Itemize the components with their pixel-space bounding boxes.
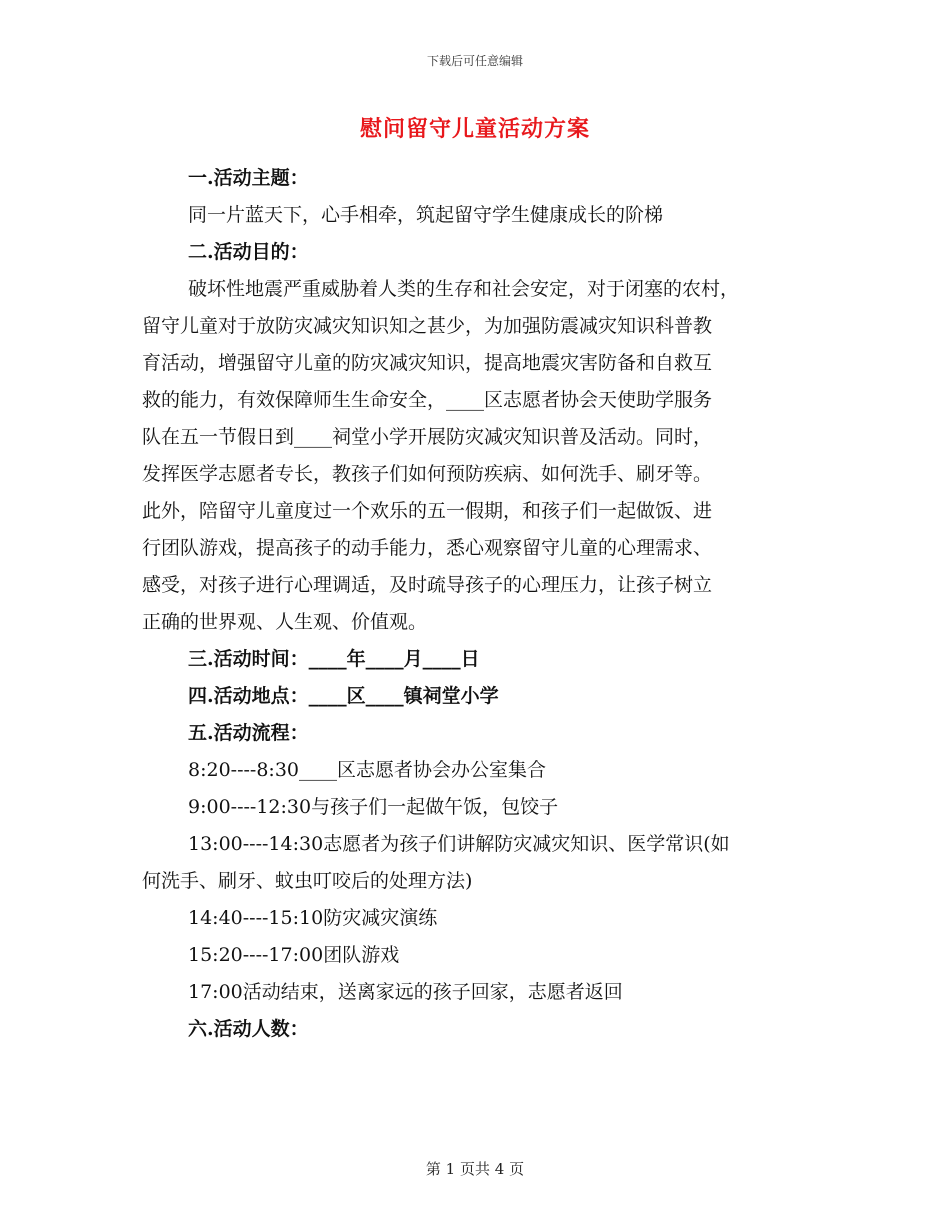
schedule-item: 17:00活动结束，送离家远的孩子回家，志愿者返回 <box>188 981 623 1003</box>
section-heading-location: 四.活动地点：____区____镇祠堂小学 <box>188 685 499 707</box>
header-note: 下载后可任意编辑 <box>426 54 523 68</box>
schedule-item: 14:40----15:10防灾减灾演练 <box>188 907 438 929</box>
schedule-item: 9:00----12:30与孩子们一起做午饭，包饺子 <box>188 796 559 818</box>
paragraph-line: 破坏性地震严重威胁着人类的生存和社会安定，对于闭塞的农村， <box>188 278 740 300</box>
section-heading-purpose: 二.活动目的： <box>188 241 309 263</box>
paragraph-line: 感受，对孩子进行心理调适，及时疏导孩子的心理压力，让孩子树立 <box>142 574 713 596</box>
paragraph-line: 育活动，增强留守儿童的防灾减灾知识，提高地震灾害防备和自救互 <box>142 352 713 374</box>
paragraph-line: 队在五一节假日到____祠堂小学开展防灾减灾知识普及活动。同时， <box>142 426 713 448</box>
section-heading-participants: 六.活动人数： <box>188 1018 309 1040</box>
paragraph-line: 行团队游戏，提高孩子的动手能力，悉心观察留守儿童的心理需求、 <box>142 537 713 559</box>
schedule-item: 15:20----17:00团队游戏 <box>188 944 400 966</box>
paragraph-line: 救的能力，有效保障师生生命安全，____区志愿者协会天使助学服务 <box>142 389 713 411</box>
schedule-item: 8:20----8:30____区志愿者协会办公室集合 <box>188 759 547 781</box>
section-heading-theme: 一.活动主题： <box>188 167 309 189</box>
paragraph-line: 同一片蓝天下，心手相牵，筑起留守学生健康成长的阶梯 <box>188 204 664 226</box>
paragraph-line: 留守儿童对于放防灾减灾知识知之甚少，为加强防震减灾知识科普教 <box>142 315 713 337</box>
document-title: 慰问留守儿童活动方案 <box>359 116 590 142</box>
paragraph-line: 此外，陪留守儿童度过一个欢乐的五一假期，和孩子们一起做饭、进 <box>142 500 713 522</box>
section-heading-time: 三.活动时间：____年____月____日 <box>188 648 480 670</box>
schedule-item: 13:00----14:30志愿者为孩子们讲解防灾减灾知识、医学常识(如 <box>188 833 730 855</box>
section-heading-schedule: 五.活动流程： <box>188 722 309 744</box>
document-body <box>142 160 812 1048</box>
paragraph-line: 发挥医学志愿者专长，教孩子们如何预防疾病、如何洗手、刷牙等。 <box>142 463 713 485</box>
schedule-item-continuation: 何洗手、刷牙、蚊虫叮咬后的处理方法) <box>142 870 473 892</box>
page-indicator: 第 1 页共 4 页 <box>425 1160 525 1178</box>
paragraph-line: 正确的世界观、人生观、价值观。 <box>142 611 428 633</box>
